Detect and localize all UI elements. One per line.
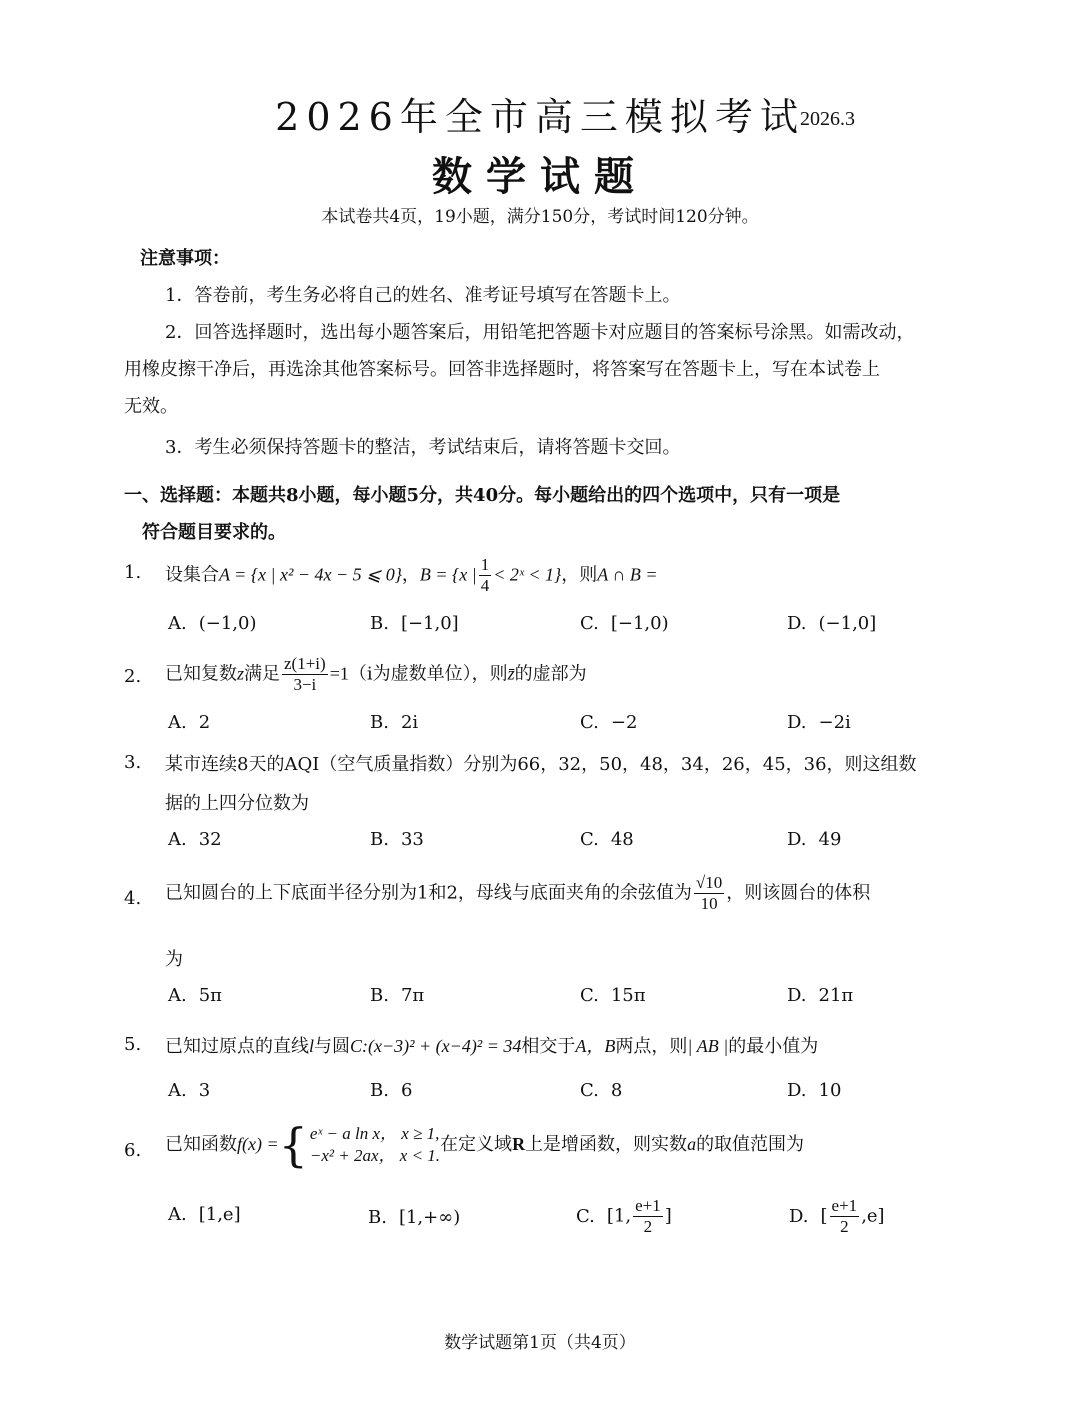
note-item: 3．考生必须保持答题卡的整洁，考试结束后，请将答题卡交回。	[165, 437, 681, 458]
option-value: [1,+∞)	[398, 1207, 461, 1228]
numerator: e+1	[831, 1196, 858, 1215]
denominator: 3−i	[293, 675, 317, 694]
fraction	[694, 873, 724, 914]
question-text: 据的上四分位数为	[165, 793, 309, 814]
piecewise-case: eˣ − a ln x， x ≥ 1,	[309, 1124, 440, 1143]
question-text-part: 已知圆台的上下底面半径分别为1和2，母线与底面夹角的余弦值为	[165, 882, 692, 904]
option-c[interactable]	[580, 712, 637, 733]
option-value: 6	[400, 1080, 413, 1101]
option-value: 32	[198, 829, 222, 850]
option-label: C.	[580, 712, 599, 733]
question-number: 1.	[124, 562, 142, 583]
notes-heading: 注意事项：	[140, 248, 230, 269]
math-expression: < 2ˣ < 1}	[493, 564, 562, 585]
option-value: (−1,0]	[818, 613, 877, 634]
option-label: B.	[368, 1207, 387, 1228]
option-b[interactable]	[370, 712, 418, 733]
option-value: ,e]	[861, 1205, 885, 1227]
option-value: 33	[400, 829, 424, 850]
option-label: D.	[787, 829, 807, 850]
math-expression: f(x) =	[237, 1134, 279, 1154]
paper-info: 本试卷共4页，19小题，满分150分，考试时间120分钟。	[321, 207, 759, 227]
option-label: B.	[370, 1080, 389, 1101]
math-expression: A，B	[575, 1036, 616, 1056]
question-text-part: 的取值范围为	[696, 1134, 805, 1155]
option-a[interactable]	[168, 1080, 210, 1101]
math-expression: =1	[329, 663, 349, 684]
option-b[interactable]	[368, 1207, 460, 1228]
question-text	[165, 1032, 818, 1058]
option-b[interactable]	[370, 829, 424, 850]
option-label: A.	[168, 829, 187, 850]
option-value: [−1,0]	[400, 613, 459, 634]
question-text	[165, 654, 587, 695]
numerator: e+1	[635, 1196, 661, 1215]
option-value: (−1,0)	[198, 613, 257, 634]
option-label: C.	[580, 985, 599, 1006]
option-label: A.	[168, 712, 187, 733]
option-value: 49	[818, 829, 842, 850]
question-text-part: 相交于	[521, 1036, 576, 1057]
exam-header	[0, 86, 1080, 141]
math-expression: B = {x |	[419, 564, 477, 585]
option-label: C.	[580, 1080, 599, 1101]
option-value: 15π	[610, 985, 646, 1006]
question-text-part: 的最小值为	[728, 1036, 819, 1057]
fraction	[479, 555, 492, 596]
option-value: −2i	[818, 712, 851, 733]
option-c[interactable]	[580, 613, 669, 634]
option-d[interactable]	[787, 829, 841, 850]
question-text-part: 与圆	[314, 1036, 351, 1057]
option-value: 8	[610, 1080, 623, 1101]
question-text-part: 设集合	[165, 564, 219, 586]
option-a[interactable]	[168, 712, 210, 733]
option-c[interactable]	[580, 829, 634, 850]
note-item: 1．答卷前，考生务必将自己的姓名、准考证号填写在答题卡上。	[165, 285, 681, 306]
option-label: B.	[370, 985, 389, 1006]
math-expression: l	[309, 1036, 315, 1056]
numerator: √10	[695, 873, 723, 892]
question-text	[165, 873, 870, 914]
piecewise-cases	[310, 1123, 440, 1167]
option-label: A.	[168, 1080, 187, 1101]
section-heading	[124, 477, 944, 551]
option-b[interactable]	[370, 985, 424, 1006]
option-label: D.	[787, 613, 807, 634]
math-expression: z̄	[507, 663, 515, 684]
exam-date: 2026.3	[800, 108, 855, 130]
option-label: A.	[168, 1204, 187, 1225]
question-text: 为	[165, 949, 183, 970]
question-text-part: 满足	[244, 663, 281, 685]
option-value: 21π	[818, 985, 854, 1006]
option-value: 2i	[400, 712, 419, 733]
option-d[interactable]	[787, 985, 853, 1006]
denominator: 2	[643, 1217, 653, 1236]
option-a[interactable]	[168, 613, 257, 634]
option-c[interactable]	[580, 1080, 622, 1101]
question-text-part: 已知复数	[165, 663, 237, 685]
option-value: 2	[198, 712, 211, 733]
question-number: 2.	[124, 666, 142, 687]
option-value: 10	[818, 1080, 842, 1101]
option-label: C.	[576, 1205, 595, 1227]
denominator: 4	[480, 576, 490, 595]
option-value: [1,e]	[198, 1204, 241, 1225]
fraction	[633, 1196, 663, 1237]
math-expression: z	[237, 663, 245, 684]
piecewise-case: −x² + 2ax， x < 1.	[309, 1146, 441, 1165]
math-expression: A = {x | x² − 4x − 5 ⩽ 0}	[219, 564, 402, 585]
option-b[interactable]	[370, 1080, 412, 1101]
section-heading-line: 一、选择题：本题共8小题，每小题5分，共40分。每小题给出的四个选项中，只有一项是	[124, 485, 841, 506]
option-label: D.	[789, 1205, 809, 1227]
option-a[interactable]	[168, 829, 222, 850]
piecewise-function	[278, 1118, 441, 1172]
math-expression: R	[512, 1134, 526, 1154]
section-heading-line: 符合题目要求的。	[142, 522, 286, 543]
math-expression: C:(x−3)² + (x−4)² = 34	[350, 1036, 522, 1056]
option-value: 5π	[198, 985, 223, 1006]
option-value: 48	[610, 829, 634, 850]
option-d[interactable]	[789, 1196, 885, 1237]
question-text	[165, 555, 658, 596]
denominator: 2	[840, 1217, 849, 1236]
fraction	[830, 1196, 860, 1237]
option-label: A.	[168, 985, 187, 1006]
question-text-part: 两点，则	[615, 1036, 688, 1057]
question-number: 5.	[124, 1034, 142, 1055]
option-a[interactable]	[168, 1204, 241, 1225]
option-label: B.	[370, 712, 389, 733]
question-text-part: 上是增函数，则实数	[525, 1134, 688, 1155]
page-footer: 数学试题第1页（共4页）	[444, 1333, 636, 1353]
subject-title: 数学试题	[432, 153, 648, 200]
note-item: 用橡皮擦干净后，再选涂其他答案标号。回答非选择题时，将答案写在答题卡上，写在本试卷上	[124, 359, 880, 380]
numerator: z(1+i)	[284, 654, 326, 673]
question-text-part: ，则该圆台的体积	[726, 882, 871, 904]
question-text-part: 的虚部为	[514, 663, 587, 685]
option-a[interactable]	[168, 985, 222, 1006]
question-text-part: 已知过原点的直线	[165, 1036, 309, 1057]
exam-title: 2026年全市高三模拟考试	[275, 95, 805, 139]
math-expression: A ∩ B =	[597, 564, 658, 585]
option-b[interactable]	[370, 613, 459, 634]
option-value: 3	[198, 1080, 211, 1101]
question-text-part: （i为虚数单位），则	[348, 663, 508, 685]
option-value: [−1,0)	[610, 613, 669, 634]
option-value: [	[820, 1205, 828, 1227]
option-label: A.	[168, 613, 187, 634]
question-number: 3.	[124, 752, 142, 773]
option-d[interactable]	[787, 613, 876, 634]
question-text-part: ，	[401, 564, 420, 586]
question-text-part: ，则	[561, 564, 598, 586]
question-text: 某市连续8天的AQI（空气质量指数）分别为66，32，50，48，34，26，45，36，则这组数	[165, 754, 917, 775]
math-expression: a	[687, 1134, 697, 1154]
option-c[interactable]	[580, 985, 646, 1006]
option-d[interactable]	[787, 712, 851, 733]
option-label: D.	[787, 1080, 807, 1101]
numerator: 1	[480, 555, 490, 574]
option-label: D.	[787, 985, 807, 1006]
question-number: 6.	[124, 1140, 142, 1161]
fraction	[282, 654, 328, 695]
option-label: C.	[580, 829, 599, 850]
option-label: B.	[370, 829, 389, 850]
denominator: 10	[700, 894, 718, 913]
option-value: 7π	[400, 985, 425, 1006]
option-label: D.	[787, 712, 807, 733]
question-text-part: 已知函数	[165, 1134, 237, 1155]
note-item: 无效。	[124, 396, 178, 417]
option-value: [1,	[606, 1205, 632, 1227]
math-expression: | AB |	[687, 1036, 729, 1056]
question-number: 4.	[124, 888, 142, 909]
question-text-part: 在定义域	[440, 1134, 513, 1155]
option-value: −2	[610, 712, 638, 733]
option-label: B.	[370, 613, 389, 634]
option-d[interactable]	[787, 1080, 841, 1101]
note-item: 2．回答选择题时，选出每小题答案后，用铅笔把答题卡对应题目的答案标号涂黑。如需改动，	[165, 322, 915, 343]
option-c[interactable]	[576, 1196, 672, 1237]
option-label: C.	[580, 613, 599, 634]
left-brace: {	[278, 1118, 308, 1172]
question-text	[165, 1118, 805, 1172]
option-value: ]	[664, 1205, 672, 1227]
